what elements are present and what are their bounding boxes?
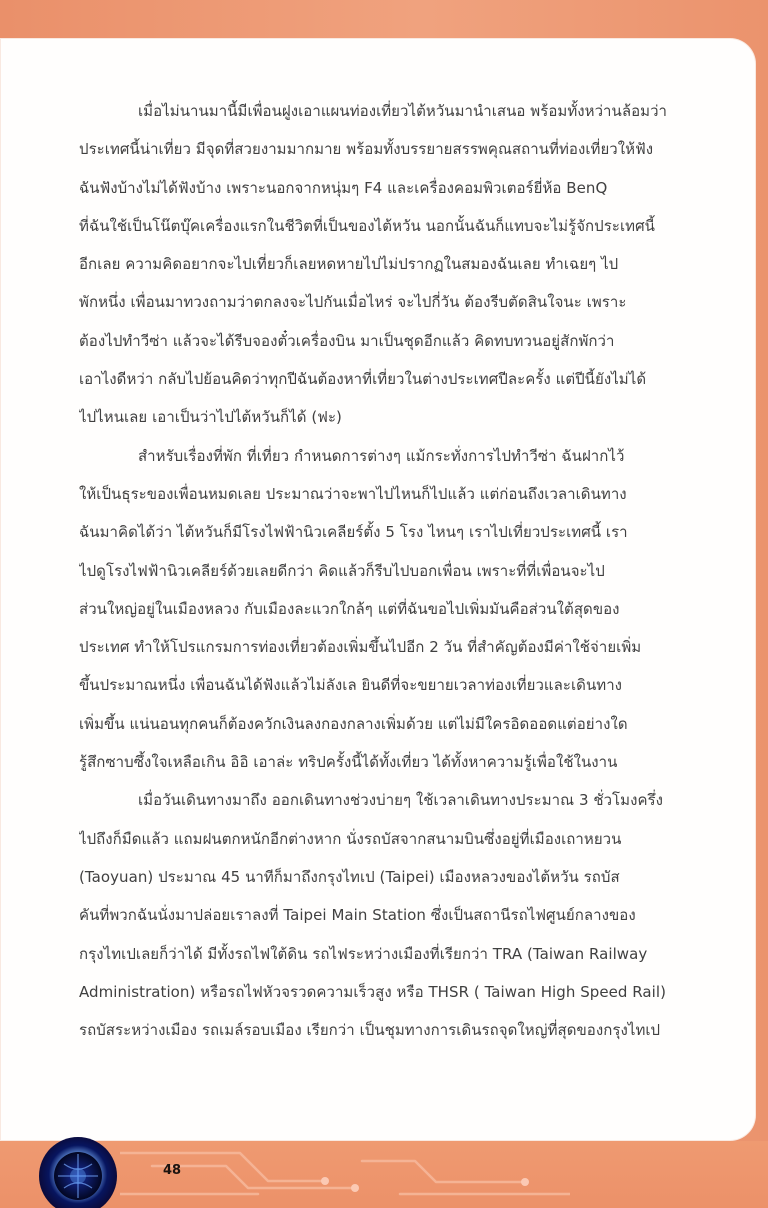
globe-icon (36, 1134, 120, 1208)
paragraph-2-line-8: เพิ่มขึ้น แน่นอนทุกคนก็ต้องควักเงินลงกองกลางเพิ่มด้วย แต่ไม่มีใครอิดออดแต่อย่างใด (79, 714, 628, 733)
paragraph-3-line-2: ไปถึงก็มืดแล้ว แถมฝนตกหนักอีกต่างหาก นั่งรถบัสจากสนามบินซึ่งอยู่ที่เมืองเถาหยวน (79, 829, 622, 848)
paragraph-1-line-3: ฉันฟังบ้างไม่ได้ฟังบ้าง เพราะนอกจากหนุ่มๆ F4 และเครื่องคอมพิวเตอร์ยี่ห้อ BenQ (79, 178, 608, 197)
paragraph-3-line-5: กรุงไทเปเลยก็ว่าได้ มีทั้งรถไฟใต้ดิน รถไฟระหว่างเมืองที่เรียกว่า TRA (Taiwan Railway (79, 944, 648, 963)
paragraph-2-line-4: ไปดูโรงไฟฟ้านิวเคลียร์ด้วยเลยดีกว่า คิดแล้วก็รีบไปบอกเพื่อน เพราะที่ที่เพื่อนจะไป (79, 561, 605, 580)
paragraph-1-line-5: อีกเลย ความคิดอยากจะไปเที่ยวก็เลยหดหายไปไม่ปรากฏในสมองฉันเลย ทำเฉยๆ ไป (79, 255, 619, 274)
paragraph-3-line-3: (Taoyuan) ประมาณ 45 นาทีก็มาถึงกรุงไทเป (Taipei) เมืองหลวงของไต้หวัน รถบัส (79, 867, 620, 886)
paragraph-1-line-9: ไปไหนเลย เอาเป็นว่าไปไต้หวันก็ได้ (ฟะ) (79, 408, 342, 427)
paragraph-3-line-4: คันที่พวกฉันนั่งมาปล่อยเราลงที่ Taipei Main Station ซึ่งเป็นสถานีรถไฟศูนย์กลางของ (79, 906, 636, 925)
paragraph-2-line-7: ขึ้นประมาณหนึ่ง เพื่อนฉันได้ฟังแล้วไม่ลังเล ยินดีที่จะขยายเวลาท่องเที่ยวและเดินทาง (79, 676, 623, 695)
paragraph-1-line-4: ที่ฉันใช้เป็นโน๊ตบุ๊คเครื่องแรกในชีวิตที่เป็นของไต้หวัน นอกนั้นฉันก็แทบจะไม่รู้จักประเทศนี้ (79, 216, 655, 235)
paragraph-2-line-3: ฉันมาคิดได้ว่า ไต้หวันก็มีโรงไฟฟ้านิวเคลียร์ตั้ง 5 โรง ไหนๆ เราไปเที่ยวประเทศนี้ เรา (79, 523, 628, 542)
paragraph-1-line-7: ต้องไปทำวีซ่า แล้วจะได้รีบจองตั๋วเครื่องบิน มาเป็นชุดอีกแล้ว คิดทบทวนอยู่สักพักว่า (79, 331, 615, 350)
body-text (79, 92, 730, 1049)
paragraph-1-line-6: พักหนึ่ง เพื่อนมาทวงถามว่าตกลงจะไปกันเมื่อไหร่ จะไปกี่วัน ต้องรีบตัดสินใจนะ เพราะ (79, 293, 627, 312)
paragraph-2-line-2: ให้เป็นธุระของเพื่อนหมดเลย ประมาณว่าจะพาไปไหนก็ไปแล้ว แต่ก่อนถึงเวลาเดินทาง (79, 484, 627, 503)
decorative-circuit-lines (120, 1133, 570, 1205)
paragraph-1-line-8: เอาไงดีหว่า กลับไปย้อนคิดว่าทุกปีฉันต้องหาที่เที่ยวในต่างประเทศปีละครั้ง แต่ปีนี้ยังไม่ได้ (79, 370, 647, 389)
paragraph-1-line-1: เมื่อไม่นานมานี้มีเพื่อนฝูงเอาแผนท่องเที่ยวไต้หวันมานำเสนอ พร้อมทั้งหว่านล้อมว่า (138, 102, 668, 120)
paragraph-1-line-2: ประเทศนี้น่าเที่ยว มีจุดที่สวยงามมากมาย พร้อมทั้งบรรยายสรรพคุณสถานที่ท่องเที่ยวให้ฟัง (79, 140, 654, 159)
paragraph-3-line-6: Administration) หรือรถไฟหัวจรวดความเร็วสูง หรือ THSR ( Taiwan High Speed Rail) (79, 982, 667, 1001)
paragraph-2-line-6: ประเทศ ทำให้โปรแกรมการท่องเที่ยวต้องเพิ่มขึ้นไปอีก 2 วัน ที่สำคัญต้องมีค่าใช้จ่ายเพิ่ม (79, 638, 642, 657)
page-number: 48 (163, 1163, 182, 1178)
paragraph-3-line-7: รถบัสระหว่างเมือง รถเมล์รอบเมือง เรียกว่า เป็นชุมทางการเดินรถจุดใหญ่ที่สุดของกรุงไทเป (79, 1021, 661, 1040)
paragraph-2-line-1: สำหรับเรื่องที่พัก ที่เที่ยว กำหนดการต่างๆ แม้กระทั่งการไปทำวีซ่า ฉันฝากไว้ (138, 446, 625, 465)
paragraph-3-line-1: เมื่อวันเดินทางมาถึง ออกเดินทางช่วงบ่ายๆ ใช้เวลาเดินทางประมาณ 3 ชั่วโมงครึ่ง (138, 791, 664, 810)
paragraph-2-line-5: ส่วนใหญ่อยู่ในเมืองหลวง กับเมืองละแวกใกล้ๆ แต่ที่ฉันขอไปเพิ่มมันคือส่วนใต้สุดของ (79, 599, 620, 618)
paragraph-2-line-9: รู้สึกซาบซึ้งใจเหลือเกิน อิอิ เอาล่ะ ทริปครั้งนี้ได้ทั้งเที่ยว ได้ทั้งหาความรู้เพื่อใช้ในงาน (79, 753, 618, 772)
